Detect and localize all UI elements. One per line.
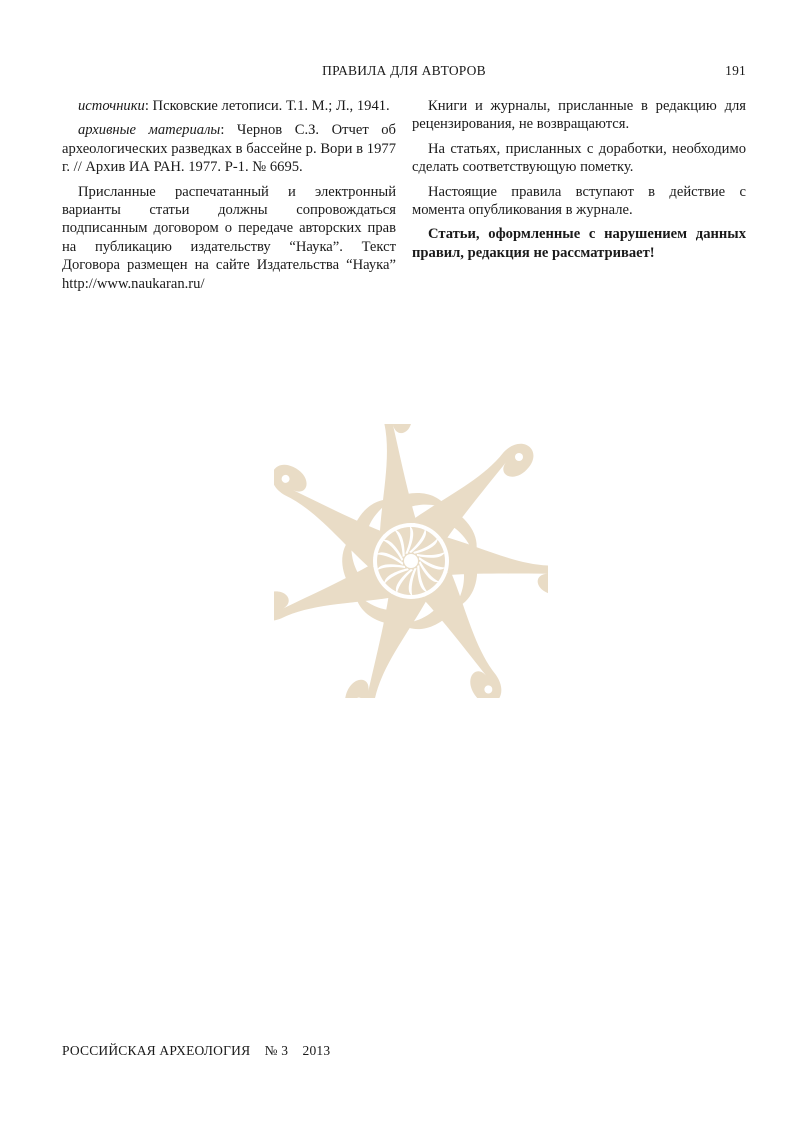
sources-text: : Псковские летописи. Т.1. М.; Л., 1941.	[144, 98, 390, 114]
sources-label: источники	[78, 98, 145, 114]
archives-label: архивные материалы	[78, 122, 221, 139]
paragraph-warning: Статьи, оформленные с нарушением данных правил, редакция не рассматривает!	[412, 226, 746, 261]
footer-journal: РОССИЙСКАЯ АРХЕОЛОГИЯ	[62, 1043, 251, 1058]
paragraph-contract: Присланные распечатанный и электронный варианты статьи должны сопровождаться подписанным договором о передаче авторских прав на публикацию издательству “Наука”. Текст Договора размещен на сайте Издательства “Наука” http://www.naukaran.ru/	[62, 183, 396, 292]
paragraph-archives	[62, 121, 396, 176]
running-header	[62, 63, 746, 83]
rosette-ornament-icon	[274, 424, 548, 698]
paragraph-sources	[62, 97, 396, 115]
paragraph-books: Книги и журналы, присланные в редакцию для рецензирования, не возвращаются.	[412, 98, 746, 133]
footer-year: 2013	[302, 1043, 331, 1058]
archives-text: : Чернов С.З. Отчет об археологических разведках в бассейне р. Вори в 1977 г. // Архив ИА РАН. 1977. Р-1. № 6695.	[62, 122, 396, 176]
paragraph-effective: Настоящие правила вступают в действие с момента опубликования в журнале.	[412, 183, 746, 219]
left-column	[62, 97, 396, 299]
running-footer	[62, 1043, 330, 1059]
right-column	[412, 97, 746, 268]
paragraph-revisions: На статьях, присланных с доработки, необходимо сделать соответствующую пометку.	[412, 140, 746, 176]
footer-issue: № 3	[264, 1043, 289, 1058]
header-title: ПРАВИЛА ДЛЯ АВТОРОВ	[322, 63, 486, 78]
page-number: 191	[725, 63, 746, 78]
